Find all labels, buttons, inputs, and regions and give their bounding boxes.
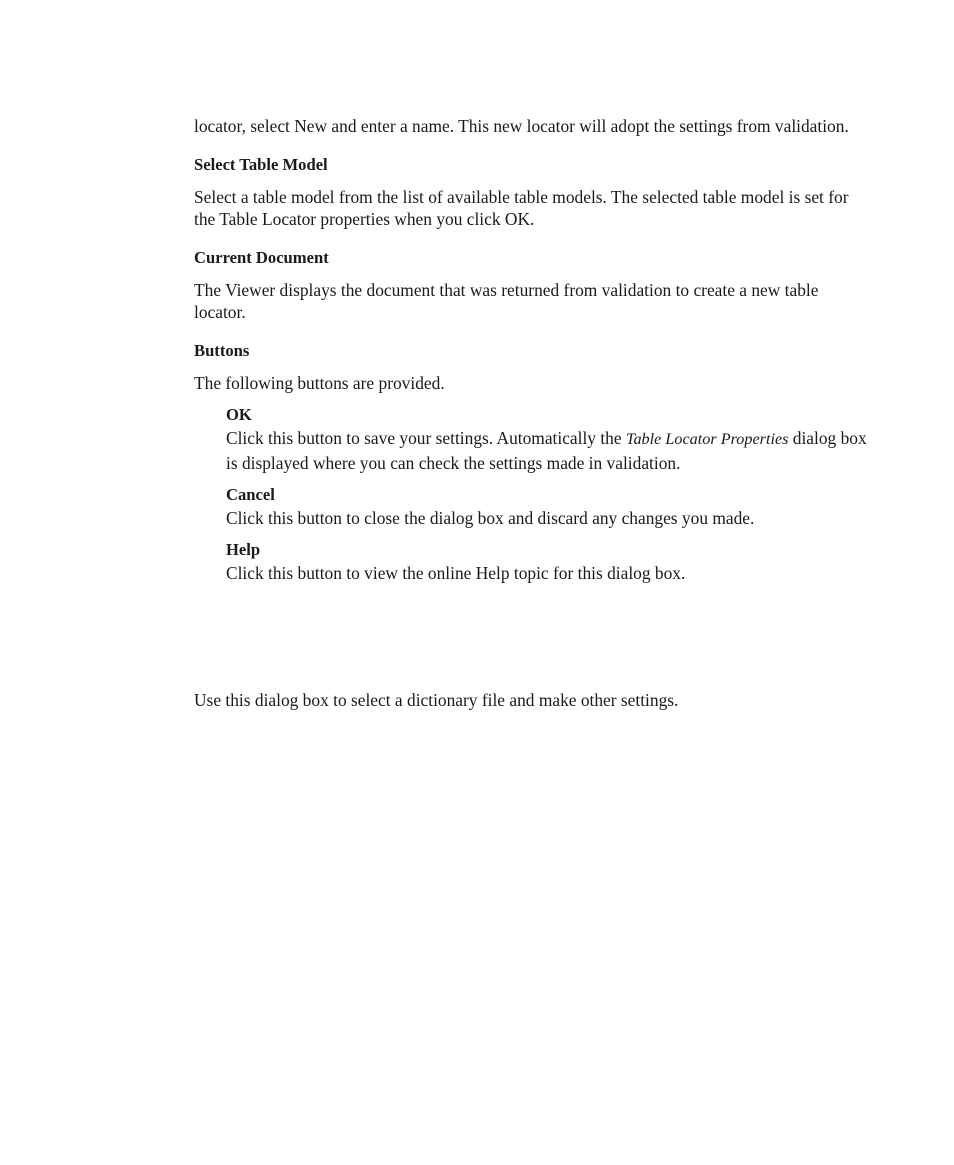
section-body-select-table-model: Select a table model from the list of available table models. The selected table model is set for the Table Locator properties when you click OK. xyxy=(194,187,849,229)
button-term-ok: OK xyxy=(226,405,252,424)
button-definition-cancel xyxy=(226,484,874,530)
section-heading-buttons: Buttons xyxy=(194,341,250,360)
section-body-current-document: The Viewer displays the document that was returned from validation to create a new table locator. xyxy=(194,280,819,322)
button-desc-ok xyxy=(226,426,874,475)
button-desc-help: Click this button to view the online Help topic for this dialog box. xyxy=(226,563,686,583)
section-body-buttons: The following buttons are provided. xyxy=(194,373,445,393)
button-term-cancel: Cancel xyxy=(226,485,275,504)
page-content xyxy=(194,115,874,594)
button-definition-ok xyxy=(226,404,874,475)
intro-paragraph: locator, select New and enter a name. This new locator will adopt the settings from validation. xyxy=(194,116,849,136)
section-heading-select-table-model: Select Table Model xyxy=(194,155,328,174)
button-desc-ok-before: Click this button to save your settings. Automatically the xyxy=(226,428,626,448)
button-desc-ok-after: dialog box is displayed where you can check the settings made in validation. xyxy=(226,428,867,473)
button-desc-cancel: Click this button to close the dialog box and discard any changes you made. xyxy=(226,508,755,528)
button-term-help: Help xyxy=(226,540,261,559)
closing-paragraph: Use this dialog box to select a dictionary file and make other settings. xyxy=(194,690,679,710)
button-definition-list xyxy=(226,404,874,585)
section-heading-current-document: Current Document xyxy=(194,248,329,267)
button-definition-help xyxy=(226,539,874,585)
button-desc-ok-emphasis: Table Locator Properties xyxy=(625,430,789,448)
